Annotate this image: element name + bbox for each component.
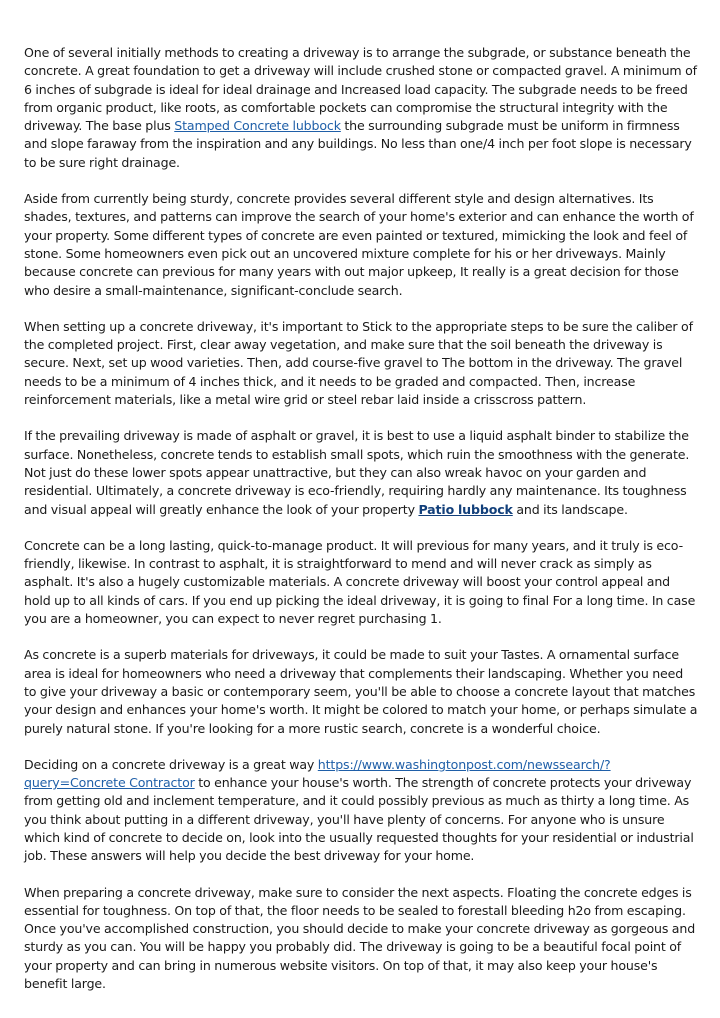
paragraph-text: Concrete can be a long lasting, quick-to-manage product. It will previous for many years, and it truly is eco-friendly, likewise. In contrast to asphalt, it is straightforward to mend and will never crack as simply as asphalt. It's also a hugely customizable materials. A concrete driveway will boost your control appeal and hold up to all kinds of cars. If you end up picking the ideal driveway, it is going to final For a long time. In case you are a homeowner, you can expect to never regret purchasing 1. (24, 537, 696, 627)
paragraph-text: to enhance your house's worth. The strength of concrete protects your driveway from getting old and inclement temperature, and it could possibly previous as much as thirty a long time. As you think about putting in a different driveway, you'll have plenty of concerns. For anyone who is unsure which kind of concrete to decide on, look into the usually requested thoughts for your residential or industrial job. These answers will help you decide the best driveway for your home. (24, 775, 694, 864)
paragraph-text: When preparing a concrete driveway, make sure to consider the next aspects. Floating the concrete edges is essential for toughness. On top of that, the floor needs to be sealed to forestall bleeding h2o from escaping. Once you've accomplished construction, you should decide to make your concrete driveway as gorgeous and sturdy as you can. You will be happy you probably did. The driveway is going to be a beautiful focal point of your property and can bring in numerous website visitors. On top of that, it may also keep your house's benefit large. (24, 884, 696, 992)
washingtonpost-search-link[interactable]: https://www.washingtonpost.com/newssearch/?query=Concrete Contractor (24, 756, 611, 791)
paragraph-ornamental (24, 646, 698, 737)
paragraph-text: One of several initially methods to creating a driveway is to arrange the subgrade, or substance beneath the concrete. A great foundation to get a driveway will include crushed stone or compacted gravel. A minimum of 6 inches of subgrade is ideal for ideal drainage and Increased load capacity. The subgrade needs to be freed from organic product, like roots, as comfortable pockets can compromise the structural integrity with the driveway. The base plus (24, 45, 697, 134)
paragraph-text: When setting up a concrete driveway, it's important to Stick to the appropriate steps to be sure the caliber of the completed project. First, clear away vegetation, and make sure that the soil beneath the driveway is secure. Next, set up wood varieties. Then, add course-five gravel to The bottom in the driveway. The gravel needs to be a minimum of 4 inches thick, and it needs to be graded and compacted. Then, increase reinforcement materials, like a metal wire grid or steel rebar laid inside a crisscross pattern. (24, 318, 693, 408)
stamped-concrete-link[interactable]: Stamped Concrete lubbock (174, 118, 341, 134)
paragraph-preparing (24, 884, 698, 994)
paragraph-text: As concrete is a superb materials for driveways, it could be made to suit your Tastes. A ornamental surface area is ideal for homeowners who need a driveway that complements their landscaping. Whether you need to give your driveway a basic or contemporary seem, you'll be able to choose a concrete layout that matches your design and enhances your home's worth. It might be colored to match your home, or perhaps simulate a purely natural stone. If you're looking for a more rustic search, concrete is a wonderful choice. (24, 647, 698, 736)
paragraph-text: Aside from currently being sturdy, concrete provides several different style and design alternatives. Its shades, textures, and patterns can improve the search of your home's exterior and can enhance the worth of your property. Some different types of concrete are even painted or textured, mimicking the look and feel of stone. Some homeowners even pick out an uncovered mixture complete for his or her driveways. Mainly because concrete can previous for many years with out major upkeep, It really is a great decision for those who desire a small-maintenance, significant-conclude search. (24, 191, 694, 298)
paragraph-setup-steps (24, 318, 698, 409)
paragraph-text: and its landscape. (512, 501, 628, 517)
patio-lubbock-link[interactable]: Patio lubbock (418, 501, 513, 517)
paragraph-subgrade (24, 44, 698, 172)
paragraph-deciding (24, 756, 698, 866)
paragraph-asphalt-binder (24, 427, 698, 518)
paragraph-text: the surrounding subgrade must be uniform in firmness and slope faraway from the inspiration and any buildings. No less than one/4 inch per foot slope is necessary to be sure right drainage. (24, 118, 692, 170)
paragraph-text: Deciding on a concrete driveway is a great way (24, 756, 318, 772)
paragraph-text: If the prevailing driveway is made of asphalt or gravel, it is best to use a liquid asphalt binder to stabilize the surface. Nonetheless, concrete tends to establish small spots, which ruin the smoothness with the generate. Not just do these lower spots appear unattractive, but they can also wreak havoc on your garden and residential. Ultimately, a concrete driveway is eco-friendly, requiring hardly any maintenance. Its toughness and visual appeal will greatly enhance the look of your property (24, 428, 690, 517)
paragraph-design-alternatives (24, 190, 698, 300)
paragraph-long-lasting (24, 537, 698, 628)
